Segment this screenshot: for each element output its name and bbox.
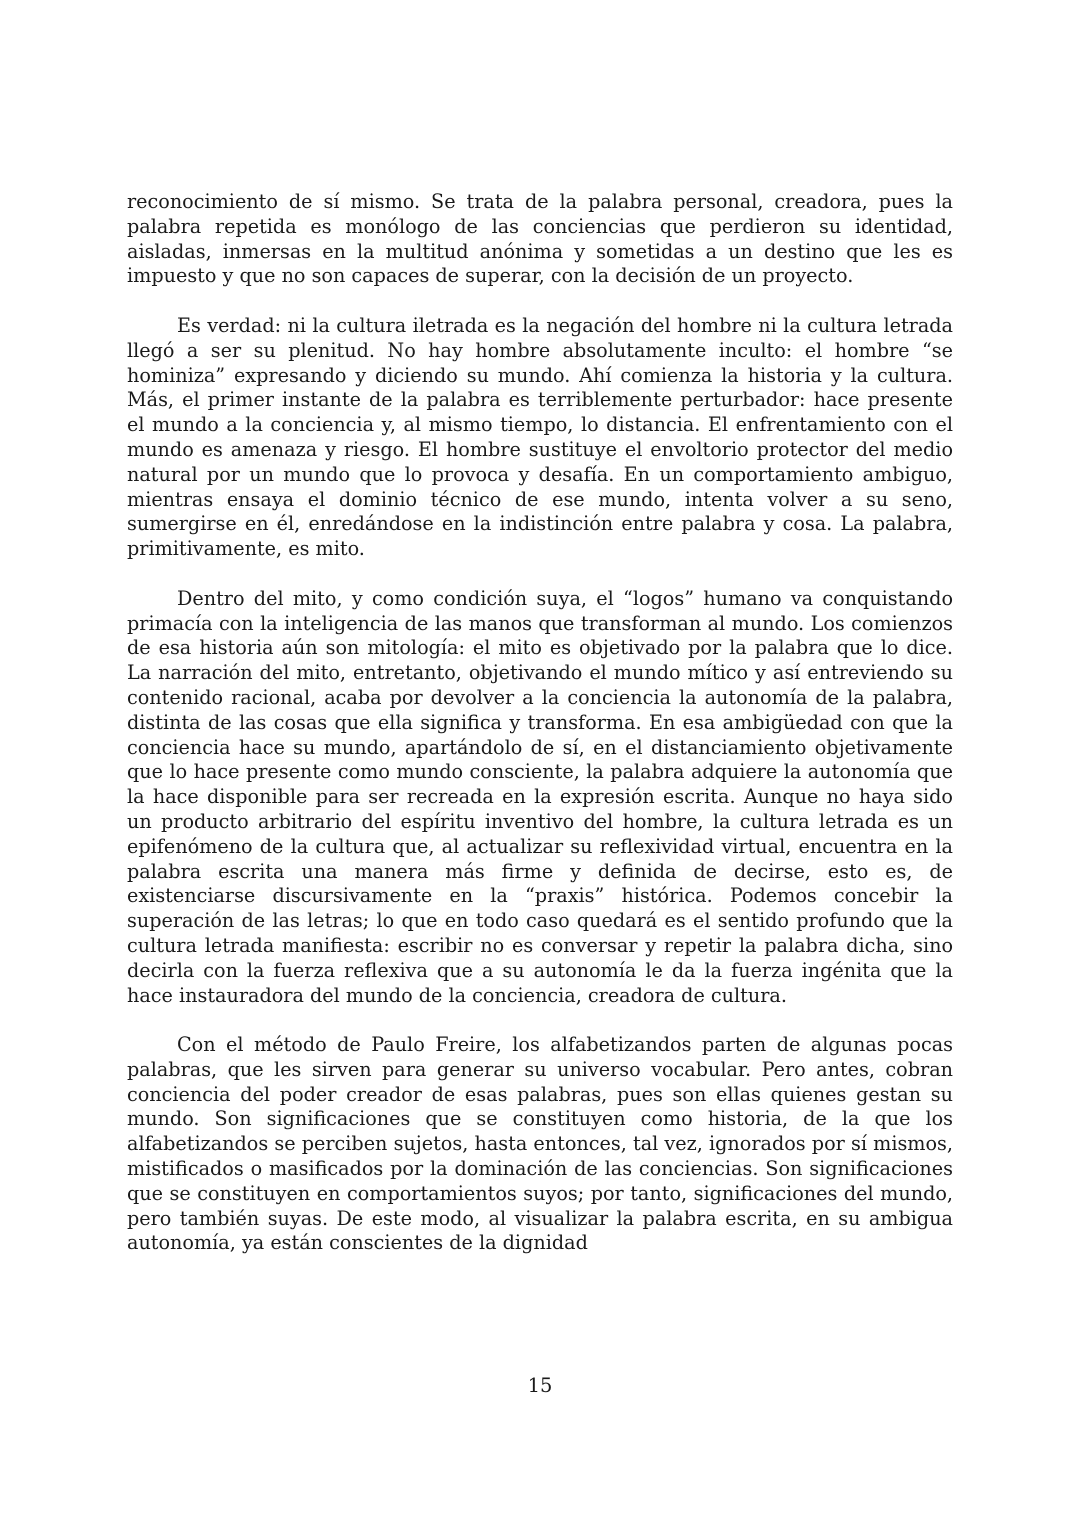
paragraph-2: Es verdad: ni la cultura iletrada es la negación del hombre ni la cultura letrada llegó a ser su plenitud. No hay hombre absolutamente inculto: el hombre “se hominiza” expresando y diciendo su mundo. Ahí comienza la historia y la cultura. Más, el primer instante de la palabra es terriblemente perturbador: hace presente el mundo a la conciencia y, al mismo tiempo, lo distancia. El enfrentamiento con el mundo es amenaza y riesgo. El hombre sustituye el envoltorio protector del medio natural por un mundo que lo provoca y desafía. En un comportamiento ambiguo, mientras ensaya el dominio técnico de ese mundo, intenta volver a su seno, sumergirse en él, enredándose en la indistinción entre palabra y cosa. La palabra, primitivamente, es mito. [127,313,953,561]
paragraph-4: Con el método de Paulo Freire, los alfabetizandos parten de algunas pocas palabras, que les sirven para generar su universo vocabular. Pero antes, cobran conciencia del poder creador de esas palabras, pues son ellas quienes gestan su mundo. Son significaciones que se constituyen como historia, de la que los alfabetizandos se perciben sujetos, hasta entonces, tal vez, ignorados por sí mismos, mistificados o masificados por la dominación de las conciencias. Son significaciones que se constituyen en comportamientos suyos; por tanto, significaciones del mundo, pero también suyas. De este modo, al visualizar la palabra escrita, en su ambigua autonomía, ya están conscientes de la dignidad [127,1033,953,1255]
paragraph-1: reconocimiento de sí mismo. Se trata de la palabra personal, creadora, pues la palabra repetida es monólogo de las conciencias que perdieron su identidad, aisladas, inmersas en la multitud anónima y sometidas a un destino que les es impuesto y que no son capaces de superar, con la decisión de un proyecto. [127,190,953,288]
page-number: 15 [527,1374,553,1397]
page-body [127,190,953,1256]
paragraph-3: Dentro del mito, y como condición suya, el “logos” humano va conquistando primacía con la inteligencia de las manos que transforman al mundo. Los comienzos de esa historia aún son mitología: el mito es objetivado por la palabra que lo dice. La narración del mito, entretanto, objetivando el mundo mítico y así entreviendo su contenido racional, acaba por devolver a la conciencia la autonomía de la palabra, distinta de las cosas que ella significa y transforma. En esa ambigüedad con que la conciencia hace su mundo, apartándolo de sí, en el distanciamiento objetivamente que lo hace presente como mundo consciente, la palabra adquiere la autonomía que la hace disponible para ser recreada en la expresión escrita. Aunque no haya sido un producto arbitrario del espíritu inventivo del hombre, la cultura letrada es un epifenómeno de la cultura que, al actualizar su reflexividad virtual, encuentra en la palabra escrita una manera más firme y definida de decirse, esto es, de existenciarse discursivamente en la “praxis” histórica. Podemos concebir la superación de las letras; lo que en todo caso quedará es el sentido profundo que la cultura letrada manifiesta: escribir no es conversar y repetir la palabra dicha, sino decirla con la fuerza reflexiva que a su autonomía le da la fuerza ingénita que la hace instauradora del mundo de la conciencia, creadora de cultura. [127,586,953,1007]
